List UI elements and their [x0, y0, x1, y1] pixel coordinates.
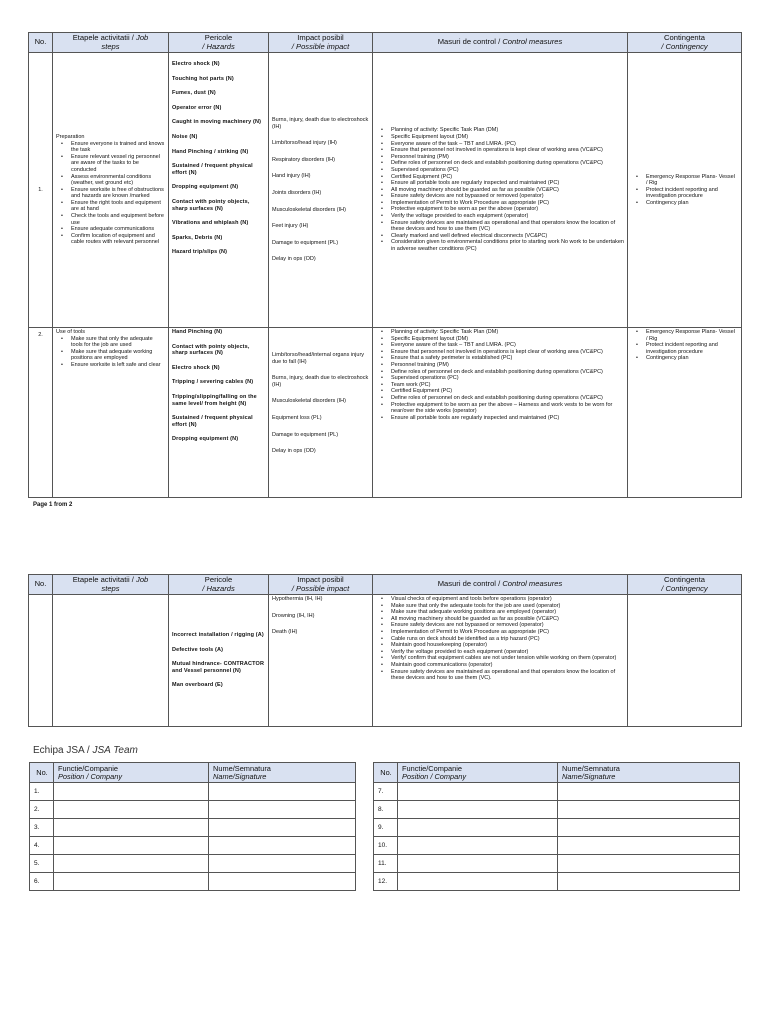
- signature-field[interactable]: [558, 801, 740, 819]
- table-row: [29, 328, 742, 498]
- team-row: [374, 801, 740, 819]
- impact-item: Damage to equipment (PL): [272, 239, 339, 246]
- team-row: [374, 837, 740, 855]
- table-row: [29, 53, 742, 328]
- team-row-number: 5.: [30, 855, 54, 873]
- list-item: • Ensure safety devices are not bypassed or removed (operator): [385, 622, 624, 629]
- list-item: • Visual checks of equipment and tools before operations (operator): [385, 596, 624, 603]
- hazard-item: Operator error (N): [172, 104, 222, 111]
- col-header-controls: Masuri de control / Control measures: [373, 33, 628, 53]
- signature-field[interactable]: [209, 819, 356, 837]
- position-field[interactable]: [398, 855, 558, 873]
- col-header-impact: Impact posibil / Possible impact: [269, 575, 373, 595]
- team-col-signature: Nume/Semnatura Name/Signature: [558, 763, 740, 783]
- list-item: • Verify the voltage provided to each equipment (operator): [385, 213, 624, 220]
- list-item: • Certified Equipment (PC): [385, 174, 624, 181]
- list-item: • Supervised operations (PC): [385, 167, 624, 174]
- list-item: • Ensure the right tools and equipment are at hand: [65, 200, 165, 213]
- list-item: • Ensure relevant vessel rig personnel are aware of the tasks to be conducted: [65, 154, 165, 174]
- list-item: • Ensure safety devices are maintained as operational and that operators know the location of these devices and how to use them (VC).: [385, 669, 624, 682]
- signature-field[interactable]: [209, 855, 356, 873]
- team-row-number: 7.: [374, 783, 398, 801]
- team-col-no: No.: [374, 763, 398, 783]
- impact-item: Hand injury (IH): [272, 173, 311, 180]
- list-item: • Contingency plan: [640, 200, 738, 207]
- list-item: • Everyone aware of the task – TBT and LMRA. (PC): [385, 141, 624, 148]
- team-row-number: 2.: [30, 801, 54, 819]
- impact-item: Musculoskeletal disorders (IH): [272, 398, 346, 405]
- list-item: • Consideration given to environmental conditions prior to starting work No work to be undertaken in adverse weather conditions (PC): [385, 239, 624, 252]
- page-number: Page 1 from 2: [33, 502, 73, 508]
- team-row: [374, 783, 740, 801]
- list-item: • Ensure safety devices are maintained as operational and that operators know the location of these devices and how to use them (VC): [385, 220, 624, 233]
- list-item: • Ensure worksite is free of obstructions and hazards are known /marked: [65, 187, 165, 200]
- contingency-cell: [628, 595, 742, 727]
- list-item: • Confirm location of equipment and cable routes with relevant personnel: [65, 233, 165, 246]
- list-item: • Cable runs on deck should be identified as a trip hazard (PC): [385, 636, 624, 643]
- team-row: [374, 855, 740, 873]
- controls-cell: [373, 595, 628, 727]
- list-item: • Protective equipment to be worn as per the above – Harness and work vests to be worn for near/over the side works (operator): [385, 402, 624, 415]
- hazard-item: Incorrect installation / rigging (A): [172, 632, 264, 639]
- team-row-number: 10.: [374, 837, 398, 855]
- team-row: [374, 819, 740, 837]
- signature-field[interactable]: [209, 837, 356, 855]
- hazard-item: Sparks, Debris (N): [172, 234, 223, 241]
- list-item: • Personnel training (PM): [385, 154, 624, 161]
- team-row-number: 6.: [30, 873, 54, 891]
- col-header-steps: Etapele activitatii / Job steps: [53, 33, 169, 53]
- list-item: • Ensure all portable tools are regularly inspected and maintained (PC): [385, 415, 624, 422]
- list-item: • Emergency Response Plans- Vessel / Rig: [640, 174, 738, 187]
- impact-item: Respiratory disorders (IH): [272, 156, 335, 163]
- position-field[interactable]: [54, 855, 209, 873]
- team-row-number: 12.: [374, 873, 398, 891]
- list-item: • Specific Equipment layout (DM): [385, 336, 624, 343]
- list-item: • Make sure that adequate working positions are employed: [65, 349, 165, 362]
- hazard-item: Defective tools (A): [172, 646, 224, 653]
- hazard-item: Man overboard (E): [172, 682, 223, 689]
- hazard-item: Sustained / frequent physical effort (N): [172, 415, 253, 428]
- position-field[interactable]: [398, 783, 558, 801]
- team-row-number: 3.: [30, 819, 54, 837]
- list-item: • Contingency plan: [640, 355, 738, 362]
- jsa-table-page2: [28, 574, 742, 727]
- position-field[interactable]: [398, 873, 558, 891]
- impact-item: Drowning (IH, IH): [272, 612, 315, 619]
- hazard-item: Vibrations and whiplash (N): [172, 220, 249, 227]
- hazard-item: Noise (N): [172, 133, 198, 140]
- col-header-contingency: Contingenta / Contingency: [628, 33, 742, 53]
- list-item: • Specific Equipment layout (DM): [385, 134, 624, 141]
- col-header-no: No.: [29, 33, 53, 53]
- position-field[interactable]: [398, 837, 558, 855]
- position-field[interactable]: [54, 819, 209, 837]
- team-table-left: [29, 762, 356, 891]
- hazard-item: Hand Pinching (N): [172, 329, 223, 335]
- position-field[interactable]: [54, 837, 209, 855]
- hazard-item: Caught in moving machinery (N): [172, 119, 262, 126]
- position-field[interactable]: [398, 801, 558, 819]
- impact-item: Feet injury (IH): [272, 223, 309, 230]
- hazards-cell: [169, 53, 269, 328]
- col-header-steps: Etapele activitatii / Job steps: [53, 575, 169, 595]
- impact-item: Burns, injury, death due to electroshock (IH): [272, 117, 369, 130]
- controls-cell: [373, 53, 628, 328]
- col-header-controls: Masuri de control / Control measures: [373, 575, 628, 595]
- team-title: Echipa JSA / JSA Team: [33, 745, 138, 756]
- list-item: • Verify the voltage provided to each equipment (operator): [385, 649, 624, 656]
- team-row-number: 4.: [30, 837, 54, 855]
- impact-cell: [269, 328, 373, 498]
- list-item: • Define roles of personnel on deck and establish positioning during operations (VC&PC): [385, 395, 624, 402]
- hazard-item: Hazard trip/slips (N): [172, 249, 228, 256]
- signature-field[interactable]: [558, 855, 740, 873]
- impact-cell: [269, 53, 373, 328]
- hazards-cell: [169, 328, 269, 498]
- list-item: • Make sure that adequate working positions are employed (operator): [385, 609, 624, 616]
- hazard-item: Electro shock (N): [172, 364, 220, 371]
- list-item: • Assess environmental conditions (weather, wet ground etc): [65, 174, 165, 187]
- row-number: 1.: [29, 53, 53, 328]
- list-item: • Define roles of personnel on deck and establish positioning during operations (VC&PC): [385, 369, 624, 376]
- list-item: • Planning of activity: Specific Task Plan (DM): [385, 127, 624, 134]
- team-row: [30, 855, 356, 873]
- signature-field[interactable]: [209, 801, 356, 819]
- step-cell: [53, 595, 169, 727]
- team-col-position: Functie/Companie Position / Company: [54, 763, 209, 783]
- row-number: [29, 595, 53, 727]
- team-row: [374, 873, 740, 891]
- hazards-cell: [169, 595, 269, 727]
- hazard-item: Dropping equipment (N): [172, 184, 239, 191]
- col-header-hazards: Pericole / Hazards: [169, 575, 269, 595]
- contingency-cell: [628, 328, 742, 498]
- signature-field[interactable]: [209, 873, 356, 891]
- step-title: Use of tools: [56, 329, 86, 335]
- controls-cell: [373, 328, 628, 498]
- col-header-hazards: Pericole / Hazards: [169, 33, 269, 53]
- signature-field[interactable]: [558, 783, 740, 801]
- team-row-number: 9.: [374, 819, 398, 837]
- list-item: • Maintain good communications (operator): [385, 662, 624, 669]
- list-item: • Emergency Response Plans- Vessel / Rig: [640, 329, 738, 342]
- team-row: [30, 837, 356, 855]
- hazard-item: Fumes, dust (N): [172, 90, 216, 97]
- hazard-item: Tripping/slipping/falling on the same level/ from height (N): [172, 393, 257, 407]
- position-field[interactable]: [54, 783, 209, 801]
- list-item: • Supervised operations (PC): [385, 375, 624, 382]
- impact-item: Delay in ops (OD): [272, 448, 316, 455]
- position-field[interactable]: [398, 819, 558, 837]
- impact-cell: [269, 595, 373, 727]
- signature-field[interactable]: [558, 819, 740, 837]
- row-number: 2.: [29, 328, 53, 498]
- impact-item: Limb/torso/head/internal organs injury due to fall (IH): [272, 352, 365, 365]
- team-row: [30, 873, 356, 891]
- table-row: [29, 595, 742, 727]
- team-row-number: 11.: [374, 855, 398, 873]
- jsa-table-page1: [28, 32, 742, 498]
- hazard-item: Hand Pinching / striking (N): [172, 148, 249, 155]
- list-item: • Protect incident reporting and investigation procedure: [640, 342, 738, 355]
- list-item: • Personnel training (PM): [385, 362, 624, 369]
- list-item: • Ensure safety devices are not bypassed or removed (operator): [385, 193, 624, 200]
- list-item: • Maintain good housekeeping (operator): [385, 642, 624, 649]
- list-item: • Protective equipment to be worn as per the above (operator): [385, 206, 624, 213]
- list-item: • Define roles of personnel on deck and establish positioning during operations (VC&PC): [385, 160, 624, 167]
- list-item: • Ensure that personnel not involved in operations is kept clear of working area (VC&PC): [385, 147, 624, 154]
- team-row: [30, 801, 356, 819]
- hazard-item: Electro shock (N): [172, 61, 220, 67]
- impact-item: Equipment loss (PL): [272, 414, 322, 421]
- signature-field[interactable]: [558, 873, 740, 891]
- hazard-item: Contact with pointy objects, sharp surfaces (N): [172, 343, 250, 357]
- impact-item: Damage to equipment (PL): [272, 431, 339, 438]
- team-row-number: 8.: [374, 801, 398, 819]
- list-item: • Implementation of Permit to Work Procedure as appropriate (PC): [385, 200, 624, 207]
- hazard-item: Tripping / severing cables (N): [172, 379, 254, 386]
- signature-field[interactable]: [558, 837, 740, 855]
- step-title: Preparation: [56, 133, 85, 140]
- hazard-item: Mutual hindrance- CONTRACTOR and Vessel personnel (N): [172, 661, 265, 674]
- impact-item: Delay in ops (OD): [272, 256, 316, 263]
- list-item: • Planning of activity: Specific Task Plan (DM): [385, 329, 624, 336]
- list-item: • Implementation of Permit to Work Procedure as appropriate (PC): [385, 629, 624, 636]
- signature-field[interactable]: [209, 783, 356, 801]
- position-field[interactable]: [54, 873, 209, 891]
- list-item: • Ensure adequate communications: [65, 226, 165, 233]
- hazard-item: Sustained / frequent physical effort (N): [172, 163, 253, 176]
- hazard-item: Touching hot parts (N): [172, 75, 234, 82]
- list-item: • Everyone aware of the task – TBT and LMRA. (PC): [385, 342, 624, 349]
- list-item: • Ensure everyone is trained and knows the task: [65, 141, 165, 154]
- col-header-impact: Impact posibil / Possible impact: [269, 33, 373, 53]
- team-col-no: No.: [30, 763, 54, 783]
- position-field[interactable]: [54, 801, 209, 819]
- list-item: • Clearly marked and well defined electrical disconnects (VC&PC): [385, 233, 624, 240]
- impact-item: Musculoskeletal disorders (IH): [272, 206, 346, 213]
- list-item: • Certified Equipment (PC): [385, 388, 624, 395]
- list-item: • Ensure that a safety perimeter is established (PC): [385, 355, 624, 362]
- team-row-number: 1.: [30, 783, 54, 801]
- col-header-contingency: Contingenta / Contingency: [628, 575, 742, 595]
- list-item: • Ensure all portable tools are regularly inspected and maintained (PC): [385, 180, 624, 187]
- team-col-position: Functie/Companie Position / Company: [398, 763, 558, 783]
- contingency-cell: [628, 53, 742, 328]
- list-item: • Verify/ confirm that equipment cables are not under tension while working on them (operator): [385, 655, 624, 662]
- list-item: • All moving machinery should be guarded as far as possible (VC&PC): [385, 187, 624, 194]
- list-item: • All moving machinery should be guarded as far as possible (VC&PC): [385, 616, 624, 623]
- list-item: • Team work (PC): [385, 382, 624, 389]
- step-cell: [53, 328, 169, 498]
- impact-item: Burns, injury, death due to electroshock (IH): [272, 375, 369, 388]
- hazard-item: Dropping equipment (N): [172, 436, 239, 443]
- list-item: • Make sure that only the adequate tools for the job are used: [65, 336, 165, 349]
- impact-item: Limb/torso/head injury (IH): [272, 140, 337, 147]
- list-item: • Ensure that personnel not involved in operations is kept clear of working area (VC&PC): [385, 349, 624, 356]
- list-item: • Check the tools and equipment before use: [65, 213, 165, 226]
- team-col-signature: Nume/Semnatura Name/Signature: [209, 763, 356, 783]
- list-item: • Ensure worksite is left safe and clear: [65, 362, 165, 369]
- step-cell: [53, 53, 169, 328]
- team-table-right: [373, 762, 740, 891]
- impact-item: Death (IH): [272, 629, 298, 636]
- team-row: [30, 819, 356, 837]
- impact-item: Hypothermia (IH, IH): [272, 596, 323, 602]
- list-item: • Protect incident reporting and investigation procedure: [640, 187, 738, 200]
- impact-item: Joints disorders (IH): [272, 190, 322, 196]
- col-header-no: No.: [29, 575, 53, 595]
- hazard-item: Contact with pointy objects, sharp surfaces (N): [172, 198, 250, 212]
- team-row: [30, 783, 356, 801]
- list-item: • Make sure that only the adequate tools for the job are used (operator): [385, 603, 624, 610]
